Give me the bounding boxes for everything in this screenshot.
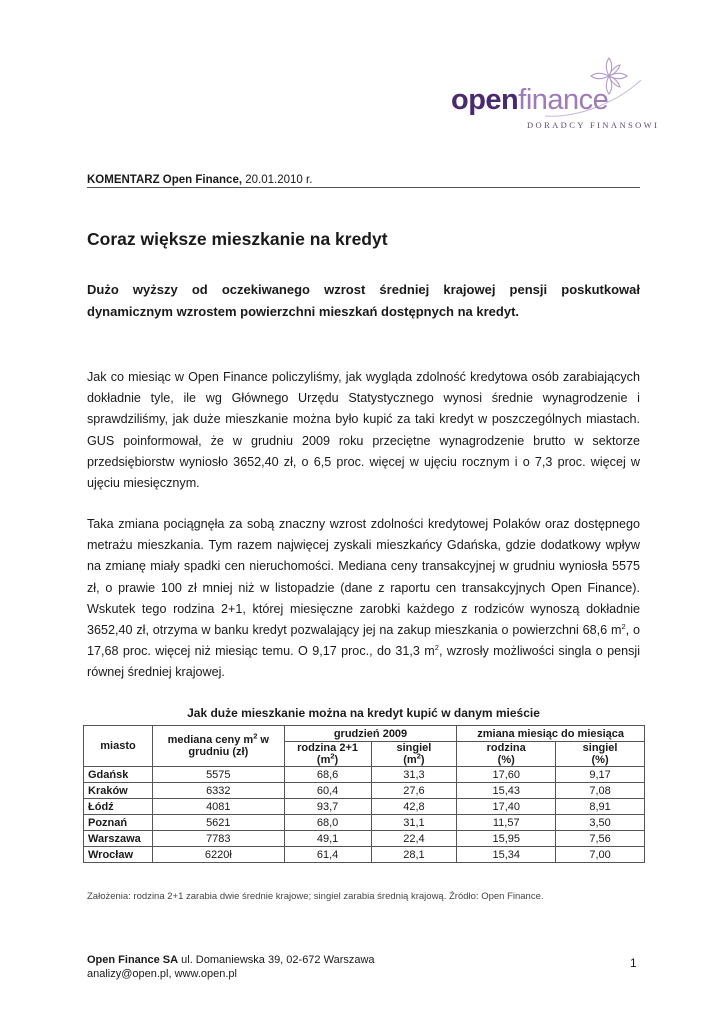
cell-median: 4081 bbox=[152, 799, 284, 815]
table-row bbox=[84, 847, 645, 863]
cell-city: Łódź bbox=[84, 799, 153, 815]
table-row bbox=[84, 767, 645, 783]
header-single-unit-a: (m bbox=[403, 754, 417, 766]
header-median-text-a: mediana ceny m bbox=[167, 734, 254, 746]
header-city: miasto bbox=[84, 726, 153, 767]
table-note: Założenia: rodzina 2+1 zarabia dwie średnie krajowe; singiel zarabia średnią krajową. Źródło: Open Finance. bbox=[87, 891, 544, 902]
header-group-change: zmiana miesiąc do miesiąca bbox=[457, 726, 645, 742]
header-family-label: rodzina 2+1 bbox=[297, 742, 358, 754]
cell-median: 6332 bbox=[152, 783, 284, 799]
cell-family-change: 15,43 bbox=[457, 783, 556, 799]
superscript: 2 bbox=[330, 751, 335, 761]
cell-median: 5621 bbox=[152, 815, 284, 831]
page-number: 1 bbox=[630, 956, 637, 970]
superscript: 2 bbox=[416, 751, 421, 761]
footer-address-line bbox=[87, 953, 375, 967]
cell-single: 42,8 bbox=[371, 799, 457, 815]
cell-city: Kraków bbox=[84, 783, 153, 799]
cell-median: 7783 bbox=[152, 831, 284, 847]
footer-address: ul. Domaniewska 39, 02-672 Warszawa bbox=[178, 954, 375, 966]
footer-company: Open Finance SA bbox=[87, 954, 179, 966]
cell-family: 93,7 bbox=[284, 799, 371, 815]
table-row bbox=[84, 815, 645, 831]
cell-median: 5575 bbox=[152, 767, 284, 783]
cell-single-change: 9,17 bbox=[556, 767, 645, 783]
header-family-change bbox=[457, 742, 556, 767]
header-single bbox=[371, 742, 457, 767]
header-family-change-label: rodzina bbox=[486, 742, 526, 754]
header-median-price bbox=[152, 726, 284, 767]
logo-wordmark bbox=[451, 86, 608, 115]
header-family-unit-b: ) bbox=[334, 754, 339, 766]
body-paragraph-1: Jak co miesiąc w Open Finance policzyliśmy, jak wygląda zdolność kredytowa osób zarabiających dokładnie tyle, ile wg Głównego Urzędu Statystycznego wynosi średnie wynagrodzenie i sprawdziliśmy, jak duże mieszkanie można było kupić za taki kredyt w poszczególnych miastach. GUS poinformował, że w grudniu 2009 roku przeciętne wynagrodzenie brutto w sektorze przedsiębiorstw wyniosło 3652,40 zł, o 6,5 proc. więcej w ujęciu rocznym i o 7,3 proc. więcej w ujęciu miesięcznym. bbox=[87, 370, 640, 491]
header-single-change bbox=[556, 742, 645, 767]
logo-word-finance: finance bbox=[518, 84, 609, 116]
page-footer bbox=[87, 953, 375, 981]
cell-family: 61,4 bbox=[284, 847, 371, 863]
cell-single: 31,3 bbox=[371, 767, 457, 783]
paragraph-2-part-a: Taka zmiana pociągnęła za sobą znaczny wzrost zdolności kredytowej Polaków oraz dostępnego metrażu mieszkania. Tym razem najwięcej zyskali mieszkańcy Gdańska, gdzie dodatkowy wpływ na zmianę miały spadki cen nieruchomości. Mediana ceny transakcyjnej w grudniu wyniosła 5575 zł, o prawie 100 zł mniej niż w listopadzie (dane z raportu cen transakcyjnych Open Finance). Wskutek tego rodzina 2+1, której miesięczne zarobki każdego z rodziców wynoszą dokładnie 3652,40 zł, otrzyma w banku kredyt pozwalający jej na zakup mieszkania o powierzchni 68,6 m bbox=[87, 517, 640, 638]
cell-single-change: 3,50 bbox=[556, 815, 645, 831]
cell-family: 68,6 bbox=[284, 767, 371, 783]
cell-family: 68,0 bbox=[284, 815, 371, 831]
cell-family-change: 17,40 bbox=[457, 799, 556, 815]
cell-city: Warszawa bbox=[84, 831, 153, 847]
table-row bbox=[84, 799, 645, 815]
superscript: 2 bbox=[621, 621, 626, 631]
cell-family-change: 17,60 bbox=[457, 767, 556, 783]
header-family-change-unit: (%) bbox=[497, 754, 515, 766]
cell-city: Wrocław bbox=[84, 847, 153, 863]
cell-city: Gdańsk bbox=[84, 767, 153, 783]
cell-single-change: 8,91 bbox=[556, 799, 645, 815]
superscript: 2 bbox=[253, 731, 258, 741]
header-median-text-b: w grudniu (zł) bbox=[188, 734, 269, 758]
cell-single: 27,6 bbox=[371, 783, 457, 799]
page-title: Coraz większe mieszkanie na kredyt bbox=[87, 229, 388, 249]
logo-tagline: DORADCY FINANSOWI bbox=[527, 120, 660, 130]
document-header bbox=[87, 174, 312, 186]
table-title: Jak duże mieszkanie można na kredyt kupić w danym mieście bbox=[187, 706, 540, 720]
table-row bbox=[84, 783, 645, 799]
cell-single-change: 7,56 bbox=[556, 831, 645, 847]
footer-contact: analizy@open.pl, www.open.pl bbox=[87, 968, 237, 980]
superscript: 2 bbox=[434, 643, 439, 653]
cell-family: 60,4 bbox=[284, 783, 371, 799]
cell-single: 31,1 bbox=[371, 815, 457, 831]
header-group-december: grudzień 2009 bbox=[284, 726, 457, 742]
header-family bbox=[284, 742, 371, 767]
paragraph-2-part-b: , o 17,68 proc. więcej niż miesiąc temu. O 9,17 proc., do 31,3 m bbox=[87, 623, 640, 659]
header-single-label: singiel bbox=[396, 742, 432, 754]
header-family-unit-a: (m bbox=[316, 754, 331, 766]
cell-city: Poznań bbox=[84, 815, 153, 831]
table-row bbox=[84, 831, 645, 847]
header-label: KOMENTARZ Open Finance, bbox=[87, 174, 243, 186]
cell-single: 28,1 bbox=[371, 847, 457, 863]
logo-word-open: open bbox=[451, 84, 519, 116]
cell-single-change: 7,00 bbox=[556, 847, 645, 863]
apartment-size-table bbox=[83, 725, 645, 863]
header-single-change-unit: (%) bbox=[591, 754, 609, 766]
paragraph-2-part-c: , wzrosły możliwości singla o pensji równej średniej krajowej. bbox=[87, 644, 640, 680]
body-paragraph-2 bbox=[87, 514, 640, 684]
header-single-change-label: singiel bbox=[582, 742, 618, 754]
lead-paragraph: Dużo wyższy od oczekiwanego wzrost średniej krajowej pensji poskutkował dynamicznym wzrostem powierzchni mieszkań dostępnych na kredyt. bbox=[87, 282, 640, 319]
open-finance-logo bbox=[449, 56, 660, 136]
cell-single: 22,4 bbox=[371, 831, 457, 847]
cell-family-change: 15,95 bbox=[457, 831, 556, 847]
cell-family-change: 11,57 bbox=[457, 815, 556, 831]
cell-family: 49,1 bbox=[284, 831, 371, 847]
header-rule bbox=[87, 187, 640, 188]
cell-family-change: 15,34 bbox=[457, 847, 556, 863]
header-single-unit-b: ) bbox=[420, 754, 425, 766]
cell-single-change: 7,08 bbox=[556, 783, 645, 799]
cell-median: 6220ł bbox=[152, 847, 284, 863]
header-date: 20.01.2010 r. bbox=[245, 174, 313, 186]
